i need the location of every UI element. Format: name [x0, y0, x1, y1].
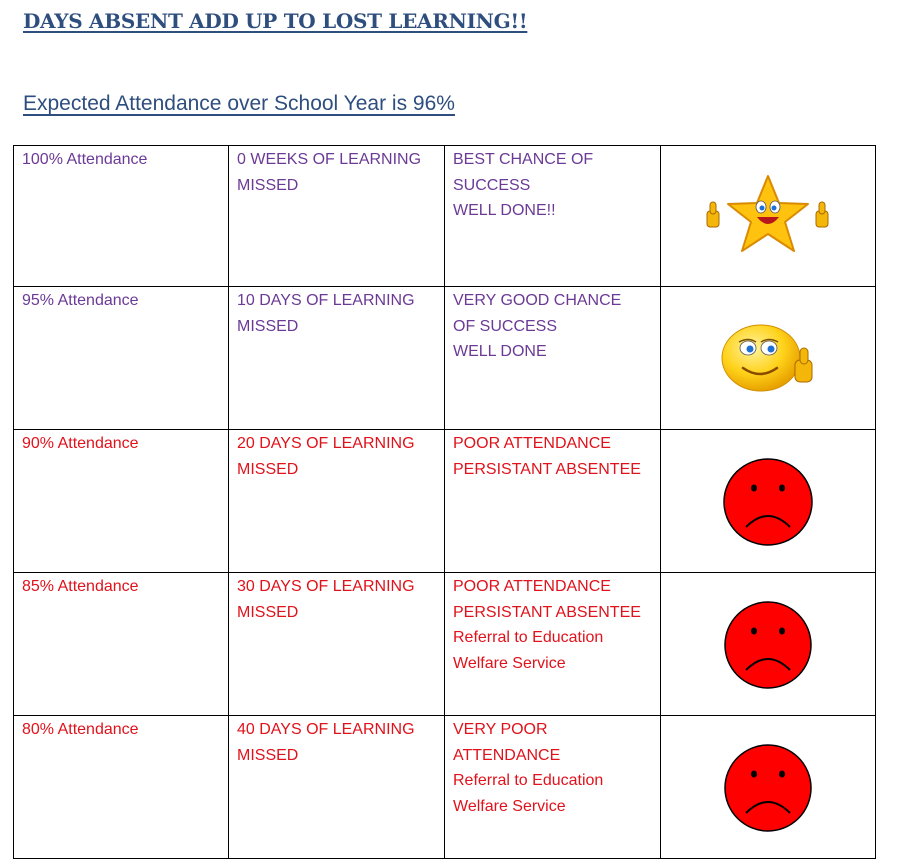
sad-face-icon [722, 457, 814, 547]
missed-cell: 30 DAYS OF LEARNING MISSED [229, 573, 445, 716]
attendance-cell: 90% Attendance [14, 430, 229, 573]
sad-face-icon [723, 743, 813, 833]
attendance-cell: 100% Attendance [14, 146, 229, 287]
attendance-cell: 85% Attendance [14, 573, 229, 716]
table-row [14, 716, 876, 859]
table-row [14, 430, 876, 573]
thumbs-up-smiley-icon [703, 314, 833, 396]
attendance-cell: 80% Attendance [14, 716, 229, 859]
thumbs-up-star-icon [693, 173, 843, 261]
page-title: DAYS ABSENT ADD UP TO LOST LEARNING!! [23, 9, 528, 33]
table-row [14, 573, 876, 716]
outcome-cell: POOR ATTENDANCE PERSISTANT ABSENTEE [445, 430, 661, 573]
table-row [14, 287, 876, 430]
outcome-cell: POOR ATTENDANCE PERSISTANT ABSENTEE Referral to Education Welfare Service [445, 573, 661, 716]
attendance-cell: 95% Attendance [14, 287, 229, 430]
subtitle: Expected Attendance over School Year is 96% [23, 92, 455, 115]
outcome-cell: BEST CHANCE OF SUCCESS WELL DONE!! [445, 146, 661, 287]
outcome-cell: VERY GOOD CHANCE OF SUCCESS WELL DONE [445, 287, 661, 430]
missed-cell: 0 WEEKS OF LEARNING MISSED [229, 146, 445, 287]
icon-cell [661, 287, 876, 430]
icon-cell [661, 430, 876, 573]
table-row [14, 146, 876, 287]
icon-cell [661, 716, 876, 859]
sad-face-icon [723, 600, 813, 690]
missed-cell: 20 DAYS OF LEARNING MISSED [229, 430, 445, 573]
outcome-cell: VERY POOR ATTENDANCE Referral to Education Welfare Service [445, 716, 661, 859]
missed-cell: 10 DAYS OF LEARNING MISSED [229, 287, 445, 430]
icon-cell [661, 146, 876, 287]
missed-cell: 40 DAYS OF LEARNING MISSED [229, 716, 445, 859]
icon-cell [661, 573, 876, 716]
attendance-table [13, 145, 876, 859]
